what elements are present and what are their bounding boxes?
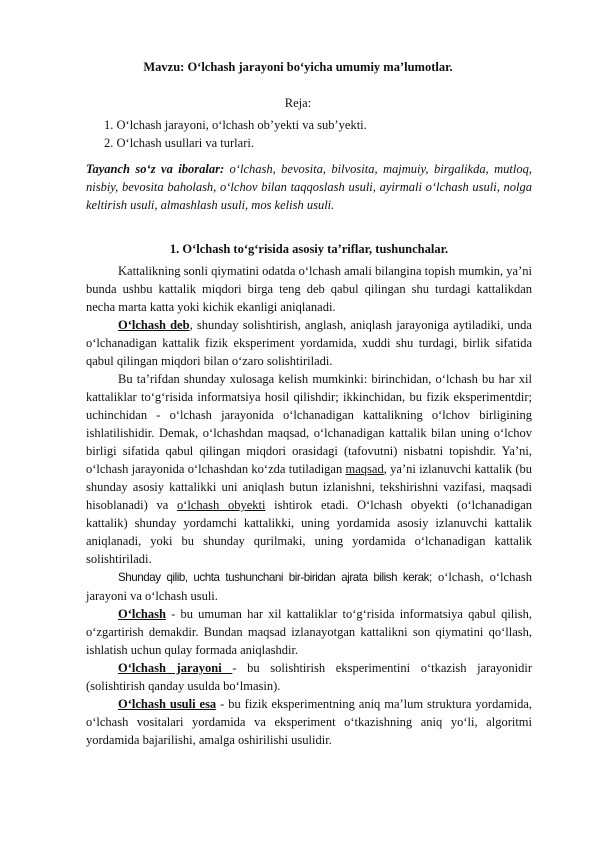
term-olchash-deb: O‘lchash deb	[118, 318, 190, 332]
paragraph-6	[86, 659, 532, 695]
paragraph-3-part-c: ishtirok etadi. O‘lchash obyekti (o‘lchanadigan kattalik) shunday yordamchi kattalikki, uning yordamida asosiy izlanuvchi kattalik aniqlanadi, yoki bu shunday qurilmaki, uning yordamida o‘lchanadigan kattalik solishtiriladi.	[86, 498, 532, 566]
main-text	[86, 262, 532, 749]
paragraph-1: Kattalikning sonli qiymatini odatda o‘lchash amali bilangina topish mumkin, ya’ni bunda ushbu kattalik miqdori birga teng deb qabul qilingan shu turdagi kattalikdan necha marta katta yoki kichik ekanligi aniqlanadi.	[86, 264, 532, 314]
paragraph-4-condensed: Shunday qilib, uchta tushunchani bir-biridan ajrata bilish kerak;	[118, 571, 432, 584]
keywords-label: Tayanch so‘z va iboralar:	[86, 162, 225, 176]
paragraph-5-text: - bu umuman har xil kattaliklar to‘g‘risida informatsiya qabul qilish, o‘zgartirish demakdir. Bundan maqsad izlanayotgan kattalikni son qiymatini qo‘llash, ishlatish uchun qulay formada aniqlashdir.	[86, 607, 532, 657]
paragraph-4-rest: o‘lchash, o‘lchash jarayoni va o‘lchash usuli.	[86, 570, 532, 603]
paragraph-7	[86, 695, 532, 749]
paragraph-3	[86, 370, 532, 568]
section-heading: 1. O‘lchash to‘g‘risida asosiy ta’riflar, tushunchalar.	[169, 242, 449, 256]
paragraph-7-text: - bu fizik eksperimentning aniq ma’lum struktura yordamida, o‘lchash vositalari yordamida va eksperiment o‘tkazishning aniq yo‘li, algoritmi yordamida bajarilishi, amalga oshirilishi usulidir.	[86, 697, 532, 747]
term-olchash-usuli: O‘lchash usuli esa	[118, 697, 217, 711]
plan-heading: Reja:	[284, 96, 312, 110]
page-title: Mavzu: O‘lchash jarayoni bo‘yicha umumiy ma’lumotlar.	[143, 60, 453, 74]
paragraph-3-part-a: Bu ta’rifdan shunday xulosaga kelish mumkinki: birinchidan, o‘lchash bu har xil kattaliklar to‘g‘risida informatsiya hosil qilishdir; ikkinchidan, bu fizik eksperimentdir; uchinchidan - o‘lchash jarayonida o‘lchanadigan kattalikning o‘lchov birligining ishlatilishidir. Demak, o‘lchashdan maqsad, o‘lchanadigan kattalik bilan uning o‘lchov birligi sifatida qabul qilingan miqdori orasidagi (tafovutni) nisbatni topishdir. Ya’ni, o‘lchash jarayonida o‘lchashdan ko‘zda tutiladigan	[86, 372, 532, 476]
paragraph-4	[86, 568, 532, 605]
term-maqsad: maqsad	[345, 462, 384, 476]
paragraph-6-text: - bu solishtirish eksperimentini o‘tkazish jarayonidir (solishtirish qanday usulda bo‘lmasin).	[86, 661, 533, 693]
keywords-paragraph	[86, 160, 532, 214]
paragraph-3-part-b: , ya’ni izlanuvchi kattalik (bu shunday asosiy kattalikki uni aniqlash butun izlanishni, tekshirishni vazifasi, maqsadi hisoblanadi) va	[86, 462, 532, 512]
paragraph-5	[86, 605, 532, 659]
term-olchash-obyekti: o‘lchash obyekti	[176, 498, 266, 512]
plan-list	[104, 116, 367, 152]
term-olchash-jarayoni: O‘lchash jarayoni	[118, 661, 233, 675]
paragraph-2-text: , shunday solishtirish, anglash, aniqlash jarayoniga aytiladiki, unda o‘lchanadigan kattalik fizik eksperiment yordamida, xuddi shu turdagi, birlik sifatida qabul qilingan miqdori bilan o‘zaro solishtiriladi.	[86, 318, 532, 368]
plan-item: 1. O‘lchash jarayoni, o‘lchash ob’yekti va sub’yekti.	[104, 118, 367, 132]
paragraph-2	[86, 316, 532, 370]
term-olchash: O‘lchash	[118, 607, 166, 621]
plan-item: 2. O‘lchash usullari va turlari.	[104, 136, 254, 150]
keywords-text: o‘lchash, bevosita, bilvosita, majmuiy, birgalikda, mutloq, nisbiy, bevosita baholash, o‘lchov bilan taqqoslash usuli, ayirmali o‘lchash usuli, nolga keltirish usuli, almashlash usuli, mos kelish usuli.	[86, 162, 532, 212]
